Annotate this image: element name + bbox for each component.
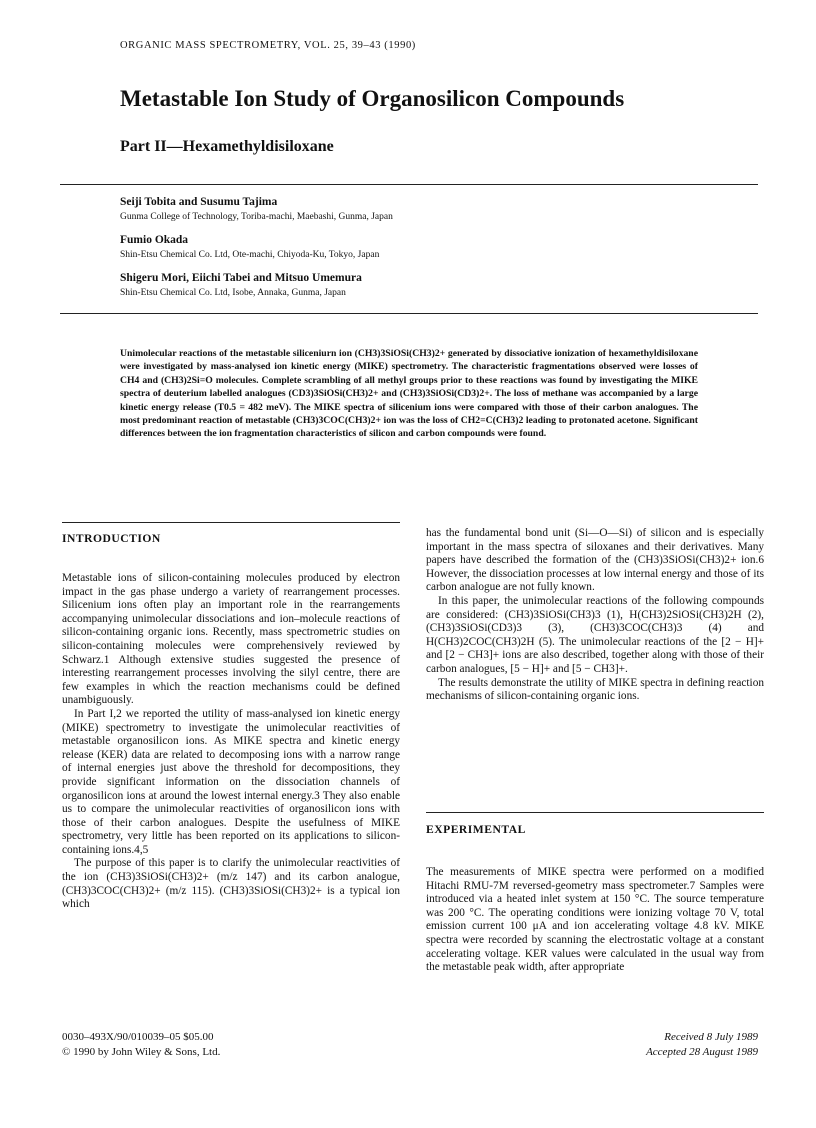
received-date: Received 8 July 1989 bbox=[664, 1031, 758, 1043]
author-names: Fumio Okada bbox=[120, 234, 189, 246]
paragraph: The measurements of MIKE spectra were performed on a modified Hitachi RMU-7M reversed-geometry mass spectrometer.7 Samples were introduced via a heated inlet system at 150 °C. The source temperature was 200 °C. The operating conditions were ionizing voltage 70 V, total emission current 100 μA and ion accelerating voltage 4.8 kV. MIKE spectra were recorded by scanning the electrostatic voltage at a constant accelerating voltage. KER values were calculated in the usual way from the metastable peak width, after appropriate bbox=[426, 866, 764, 974]
copyright: © 1990 by John Wiley & Sons, Ltd. bbox=[62, 1046, 221, 1058]
divider-top bbox=[60, 184, 758, 185]
author-names: Seiji Tobita and Susumu Tajima bbox=[120, 196, 278, 208]
author-affiliation: Gunma College of Technology, Toriba-machi, Maebashi, Gunma, Japan bbox=[120, 212, 393, 222]
section-rule bbox=[426, 812, 764, 813]
author-affiliation: Shin-Etsu Chemical Co. Ltd, Ote-machi, Chiyoda-Ku, Tokyo, Japan bbox=[120, 250, 380, 260]
paragraph: has the fundamental bond unit (Si—O—Si) of silicon and is especially important in the mass spectra of siloxanes and their derivatives. Many papers have described the formation of the (CH3)3SiOSi(CH3)2+ ion.6 However, the dissociation processes at low internal energy and those of its carbon analogue are not fully known. bbox=[426, 527, 764, 594]
abstract: Unimolecular reactions of the metastable siliceniurn ion (CH3)3SiOSi(CH3)2+ generated by dissociative ionization of hexamethyldisiloxane were investigated by mass-analysed ion kinetic energy (MIKE) spectrometry. The characteristic fragmentations observed were losses of CH4 and (CH3)2Si=O molecules. Complete scrambling of all methyl groups prior to these reactions was found by investigating the MIKE spectra of deuterium labelled analogues (CD3)3SiOSi(CH3)2+ and (CH3)3SiOSi(CD3)2+. The loss of methane was accompanied by a large kinetic energy release (T0.5 = 482 meV). The MIKE spectra of silicenium ions were compared with those of their carbon analogues. The most predominant reaction of metastable (CH3)3COC(CH3)2+ ion was the loss of CH2=C(CH3)2 leading to protonated acetone. Significant differences between the ion fragmentation characteristics of silicon and carbon compounds were found. bbox=[120, 348, 698, 440]
paragraph: The results demonstrate the utility of MIKE spectra in defining reaction mechanisms of silicon-containing organic ions. bbox=[426, 676, 764, 703]
accepted-date: Accepted 28 August 1989 bbox=[646, 1046, 758, 1058]
author-affiliation: Shin-Etsu Chemical Co. Ltd, Isobe, Annaka, Gunma, Japan bbox=[120, 288, 346, 298]
article-code: 0030–493X/90/010039–05 $05.00 bbox=[62, 1031, 214, 1043]
introduction-column-continued bbox=[426, 527, 764, 704]
section-heading-experimental: EXPERIMENTAL bbox=[426, 823, 526, 836]
author-names: Shigeru Mori, Eiichi Tabei and Mitsuo Umemura bbox=[120, 272, 362, 284]
paragraph: The purpose of this paper is to clarify the unimolecular reactivities of the ion (CH3)3SiOSi(CH3)2+ (m/z 147) and its carbon analogue, (CH3)3COC(CH3)2+ (m/z 115). (CH3)3SiOSi(CH3)2+ is a typical ion which bbox=[62, 857, 400, 911]
section-heading-introduction: INTRODUCTION bbox=[62, 532, 161, 545]
introduction-column bbox=[62, 572, 400, 912]
paragraph: In Part I,2 we reported the utility of mass-analysed ion kinetic energy (MIKE) spectrometry to investigate the unimolecular reactivities of metastable organosilicon ions. As MIKE spectra and kinetic energy release (KER) data are related to decomposing ions with a narrow range of internal energies just above the threshold for decompositions, they provide significant information on the dissociation channels of organosilicon ions at around the lowest internal energy.3 They also enable us to compare the unimolecular reactivities of organosilicon ions with those of their carbon analogues. Despite the usefulness of MIKE spectrometry, very little has been reported on its applications to silicon-containing ions.4,5 bbox=[62, 707, 400, 856]
paragraph: Metastable ions of silicon-containing molecules produced by electron impact in the gas phase undergo a variety of rearrangement processes. Silicenium ions often play an important role in the rearrangements accompanying unimolecular dissociations and ion–molecule reactions of silicon-containing organic ions. Recently, mass spectrometric studies on silicon-containing molecules were comprehensively reviewed by Schwarz.1 Although extensive studies suggested the presence of interesting rearrangement processes involving the silyl centre, there are few examples in which the reaction mechanisms could be defined unambiguously. bbox=[62, 572, 400, 707]
divider-authors bbox=[60, 313, 758, 314]
paragraph: In this paper, the unimolecular reactions of the following compounds are considered: (CH3)3SiOSi(CH3)3 (1), H(CH3)2SiOSi(CH3)2H (2), (CH3)3SiOSi(CD3)3 (3), (CH3)3COC(CH3)3 (4) and H(CH3)2COC(CH3)2H (5). The unimolecular reactions of the [2 − H]+ and [2 − CH3]+ ions are also described, together along with those of their carbon analogues, [5 − H]+ and [5 − CH3]+. bbox=[426, 594, 764, 675]
journal-header: ORGANIC MASS SPECTROMETRY, VOL. 25, 39–43 (1990) bbox=[120, 40, 416, 51]
paper-subtitle: Part II—Hexamethyldisiloxane bbox=[120, 138, 334, 155]
experimental-column bbox=[426, 866, 764, 975]
section-rule bbox=[62, 522, 400, 523]
paper-title: Metastable Ion Study of Organosilicon Compounds bbox=[120, 86, 625, 111]
